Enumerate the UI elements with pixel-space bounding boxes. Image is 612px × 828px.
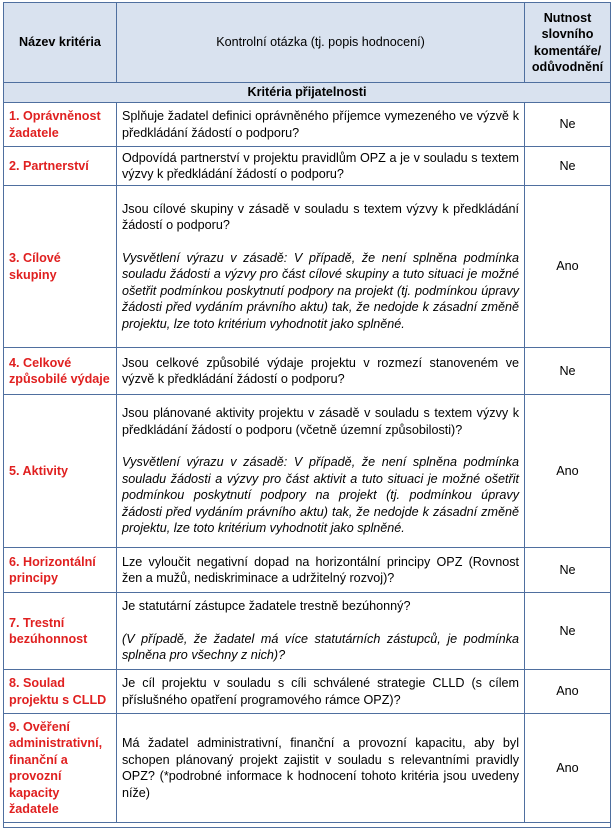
table-row — [4, 103, 611, 147]
question-explanation: Vysvětlení výrazu v zásadě: V případě, že není splněna podmínka souladu žádosti a výzvy pro část aktivit a tuto situaci je možné ošetřit podmínkou poskytnutí podpory na projekt (tj. podmínkou úpravy žádosti před vydáním právního aktu) tak, že nedojde k zásadní změně projektu, lze toto kritérium vyhodnotit jako splněné. — [122, 455, 519, 536]
header-comment-required: Nutnost slovního komentáře/ odůvodnění — [525, 3, 611, 83]
criterion-question — [117, 548, 525, 593]
criterion-answer: Ano — [525, 395, 611, 548]
section-title: Kritéria přijatelnosti — [4, 83, 611, 103]
criterion-name: 6. Horizontální principy — [4, 548, 117, 593]
criterion-name: 9. Ověření administrativní, finanční a provozní kapacity žadatele — [4, 714, 117, 823]
header-criterion-name: Název kritéria — [4, 3, 117, 83]
criterion-question — [117, 103, 525, 147]
header-row — [4, 3, 611, 83]
table-row — [4, 147, 611, 186]
criterion-question — [117, 147, 525, 186]
criterion-name: 8. Soulad projektu s CLLD — [4, 670, 117, 714]
criterion-question — [117, 670, 525, 714]
question-text: Má žadatel administrativní, finanční a provozní kapacitu, aby byl schopen plánovaný projekt zajistit v souladu s relevantními pravidly OPZ? (*podrobné informace k hodnocení tohoto kritéria jsou uvedeny níže) — [122, 736, 519, 800]
question-explanation: Vysvětlení výrazu v zásadě: V případě, že není splněna podmínka souladu žádosti a výzvy pro část cílové skupiny a tuto situaci je možné ošetřit podmínkou poskytnutí podpory na projekt (tj. podmínkou úpravy žádosti před vydáním právního aktu) tak, že nedojde k zásadní změně projektu, lze toto kritérium vyhodnotit jako splněné. — [122, 250, 519, 331]
question-text: Odpovídá partnerství v projektu pravidlům OPZ a je v souladu s textem výzvy k předkládání žádostí o podporu? — [122, 150, 519, 181]
criterion-name: 1. Oprávněnost žadatele — [4, 103, 117, 147]
criterion-answer: Ano — [525, 186, 611, 348]
criterion-answer: Ano — [525, 670, 611, 714]
question-text: Je statutární zástupce žadatele trestně bezúhonný? — [122, 599, 411, 614]
criterion-answer: Ne — [525, 147, 611, 186]
criterion-name: 7. Trestní bezúhonnost — [4, 593, 117, 670]
criteria-table — [3, 2, 611, 828]
table-row — [4, 593, 611, 670]
table-row — [4, 186, 611, 348]
criterion-answer: Ne — [525, 593, 611, 670]
section-row — [4, 83, 611, 103]
table-tail-cell — [4, 823, 611, 828]
criterion-question — [117, 714, 525, 823]
table-row — [4, 348, 611, 395]
criterion-answer: Ne — [525, 103, 611, 147]
criterion-question — [117, 348, 525, 395]
question-text: Lze vyloučit negativní dopad na horizontální principy OPZ (Rovnost žen a mužů, nediskriminace a udržitelný rozvoj)? — [122, 554, 519, 585]
table-row — [4, 670, 611, 714]
criterion-name: 5. Aktivity — [4, 395, 117, 548]
criterion-name: 3. Cílové skupiny — [4, 186, 117, 348]
question-text: Jsou plánované aktivity projektu v zásadě v souladu s textem výzvy k předkládání žádostí o podporu (včetně územní způsobilosti)? — [122, 406, 519, 437]
question-explanation: (V případě, že žadatel má více statutárních zástupců, je podmínka splněna pro všechny z nich)? — [122, 631, 519, 663]
table-tail-row — [4, 823, 611, 828]
criterion-name: 2. Partnerství — [4, 147, 117, 186]
header-control-question: Kontrolní otázka (tj. popis hodnocení) — [117, 3, 525, 83]
criterion-question — [117, 395, 525, 548]
question-text: Jsou cílové skupiny v zásadě v souladu s textem výzvy k předkládání žádostí o podporu? — [122, 201, 519, 233]
criterion-question — [117, 593, 525, 670]
criterion-name: 4. Celkové způsobilé výdaje — [4, 348, 117, 395]
table-row — [4, 548, 611, 593]
question-text: Splňuje žadatel definici oprávněného příjemce vymezeného ve výzvě k předkládání žádostí o podporu? — [122, 109, 519, 140]
criterion-answer: Ne — [525, 348, 611, 395]
table-row — [4, 395, 611, 548]
criterion-question — [117, 186, 525, 348]
question-text: Je cíl projektu v souladu s cíli schválené strategie CLLD (s cílem příslušného opatření programového rámce OPZ)? — [122, 676, 519, 707]
criterion-answer: Ne — [525, 548, 611, 593]
criterion-answer: Ano — [525, 714, 611, 823]
table-row — [4, 714, 611, 823]
question-text: Jsou celkové způsobilé výdaje projektu v rozmezí stanoveném ve výzvě k předkládání žádostí o podporu? — [122, 355, 519, 386]
